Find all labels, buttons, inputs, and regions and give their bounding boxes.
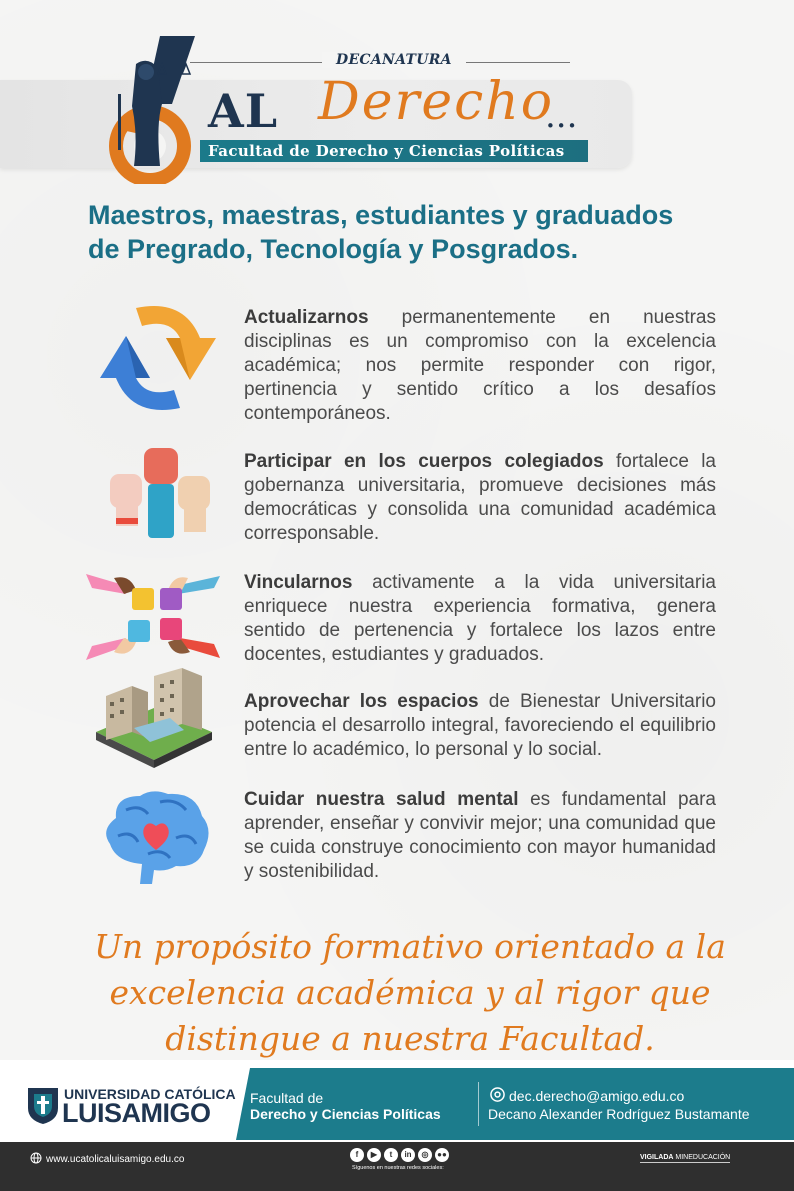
item-vincularnos-bold: Vincularnos — [244, 572, 353, 593]
linkedin-icon[interactable]: in — [401, 1148, 415, 1162]
social-caption: Síguenos en nuestras redes sociales: — [352, 1165, 444, 1171]
flickr-icon[interactable]: ●● — [435, 1148, 449, 1162]
vigilada-mineducacion — [640, 1154, 730, 1163]
website-link[interactable]: www.ucatolicaluisamigo.edu.co — [46, 1154, 185, 1165]
mineducacion-label: MINEDUCACIÓN — [673, 1154, 731, 1161]
justice-six-logo-icon — [100, 34, 200, 184]
item-vincularnos-text: activamente a la vida universitaria enriquece nuestra experiencia formativa, genera sentido de pertenencia y fortalece los lazos entre docentes, estudiantes y graduados. — [244, 572, 716, 665]
audience-headline — [88, 198, 748, 266]
item-vincularnos — [244, 571, 716, 667]
refresh-arrows-icon — [92, 298, 224, 418]
social-links — [350, 1148, 449, 1162]
university-logo-icon — [26, 1084, 60, 1124]
youtube-icon[interactable]: ▶ — [367, 1148, 381, 1162]
twitter-icon[interactable]: t — [384, 1148, 398, 1162]
raised-fists-icon — [104, 440, 216, 540]
facebook-icon[interactable]: f — [350, 1148, 364, 1162]
campus-building-icon — [92, 668, 216, 768]
title-ellipsis: ... — [545, 96, 578, 136]
footer-faculty-line-2: Derecho y Ciencias Políticas — [250, 1106, 441, 1122]
item-aprovechar — [244, 690, 716, 762]
dean-name: Decano Alexander Rodríguez Bustamante — [488, 1106, 750, 1122]
title-al: AL — [208, 84, 279, 138]
title-derecho: Derecho — [318, 72, 555, 132]
closing-line-2: excelencia académica y al rigor que — [109, 973, 711, 1012]
item-participar-text: fortalece la gobernanza universitaria, promueve decisiones más democráticas y consolida una comunidad académica corresponsable. — [244, 451, 716, 544]
university-name-bottom: LUISAMIGO — [62, 1098, 211, 1128]
item-actualizarnos-bold: Actualizarnos — [244, 307, 369, 328]
footer-divider — [478, 1082, 479, 1126]
instagram-icon[interactable]: ◎ — [418, 1148, 432, 1162]
item-actualizarnos-text: permanentemente en nuestras disciplinas es un compromiso con la excelencia académica; nos permite responder con rigor, pertinencia y sentido crítico a los desafíos contemporáneos. — [244, 307, 716, 424]
item-cuidar — [244, 788, 716, 884]
item-participar — [244, 450, 716, 546]
item-aprovechar-bold: Aprovechar los espacios — [244, 691, 479, 712]
closing-line-3: distingue a nuestra Facultad. — [165, 1019, 655, 1058]
faculty-subtitle: Facultad de Derecho y Ciencias Políticas — [200, 140, 588, 162]
university-name-top: UNIVERSIDAD CATÓLICA — [64, 1086, 236, 1102]
puzzle-hands-icon — [86, 564, 220, 670]
globe-icon — [30, 1152, 42, 1164]
item-cuidar-text: es fundamental para aprender, enseñar y convivir mejor; una comunidad que se cuida construye conocimiento con mayor humanidad y sostenibilidad. — [244, 789, 716, 882]
item-actualizarnos — [244, 306, 716, 426]
footer-faculty-line-1: Facultad de — [250, 1090, 324, 1106]
item-participar-bold: Participar en los cuerpos colegiados — [244, 451, 604, 472]
closing-line-1: Un propósito formativo orientado a la — [94, 927, 726, 966]
brain-heart-icon — [96, 788, 216, 888]
item-cuidar-bold: Cuidar nuestra salud mental — [244, 789, 519, 810]
item-aprovechar-text: de Bienestar Universitario potencia el desarrollo integral, favoreciendo el equilibrio entre lo académico, lo personal y lo social. — [244, 691, 716, 760]
decanatura-label: DECANATURA — [322, 52, 466, 68]
dean-email-link[interactable]: dec.derecho@amigo.edu.co — [509, 1088, 685, 1104]
closing-statement — [60, 924, 760, 1062]
vigilada-label: VIGILADA — [640, 1154, 674, 1161]
at-sign-icon — [490, 1087, 505, 1102]
headline-line-1: Maestros, maestras, estudiantes y graduados — [88, 200, 674, 230]
headline-line-2: de Pregrado, Tecnología y Posgrados. — [88, 234, 579, 264]
